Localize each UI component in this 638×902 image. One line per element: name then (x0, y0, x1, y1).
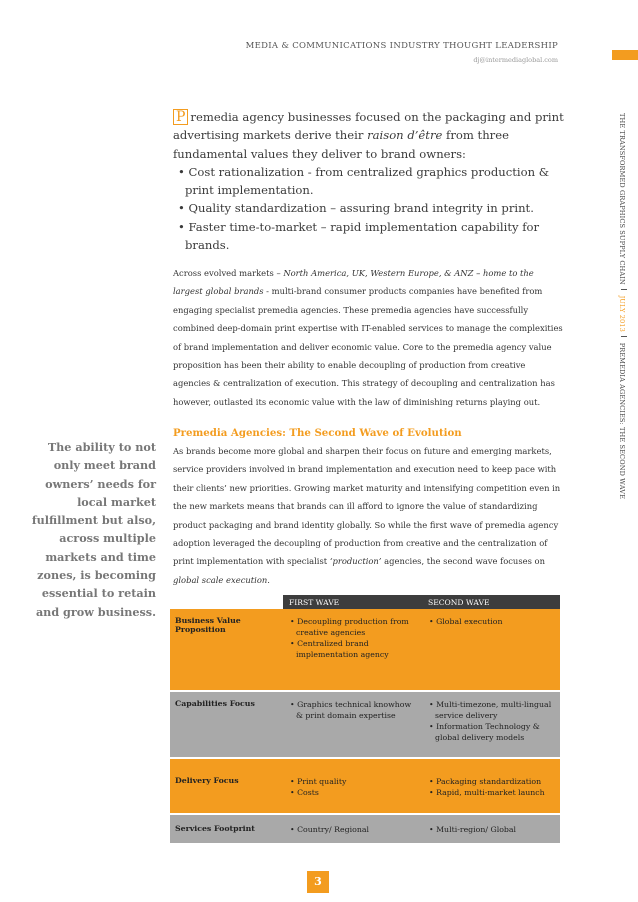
cell-bullet: • Costs (288, 787, 418, 798)
row-label: Delivery Focus (170, 758, 283, 814)
lead-text: remedia agency businesses focused on the packaging and print advertising markets derive their (173, 110, 564, 143)
cell-bullet: • Global execution (427, 616, 556, 627)
table-row (170, 814, 560, 844)
bullet-item: • Faster time-to-market – rapid implementation capability for brands. (173, 218, 573, 255)
row-label: Business Value Proposition (170, 609, 283, 691)
cell-bullet: • Graphics technical knowhow & print domain expertise (288, 699, 418, 721)
accent-tab (612, 50, 638, 60)
body-paragraph-1 (173, 264, 563, 411)
cell-bullet: • Rapid, multi-market launch (427, 787, 556, 798)
body-italic: ‘production’ (329, 556, 382, 567)
table-header-row (170, 595, 560, 609)
first-wave-cell (283, 814, 422, 844)
cell-bullet: • Centralized brand implementation agency (288, 638, 418, 660)
side-banner-date: JULY 2013 (618, 295, 626, 332)
table-header-first-wave: FIRST WAVE (283, 595, 422, 609)
table-row (170, 691, 560, 758)
side-banner-title: THE TRANSFORMED GRAPHICS SUPPLY CHAIN (618, 113, 626, 285)
side-banner-subtitle: PREMEDIA AGENCIES: THE SECOND WAVE (618, 342, 626, 500)
cell-bullet: • Information Technology & global delivery models (427, 721, 556, 743)
table-row (170, 609, 560, 691)
lead-italic: raison d’être (367, 128, 443, 143)
pull-quote: The ability to not only meet brand owners’ needs for local market fulfillment but also, across multiple markets and time zones, is becoming essential to retain and grow business. (31, 440, 156, 619)
cell-bullet: • Packaging standardization (427, 776, 556, 787)
second-wave-cell (422, 758, 560, 814)
table-header-second-wave: SECOND WAVE (422, 595, 560, 609)
first-wave-cell (283, 609, 422, 691)
cell-bullet: • Country/ Regional (288, 824, 418, 835)
table-row (170, 758, 560, 814)
row-label: Capabilities Focus (170, 691, 283, 758)
cell-bullet: • Multi-timezone, multi-lingual service delivery (427, 699, 556, 721)
value-bullets (173, 163, 573, 254)
table-header-blank (170, 595, 283, 609)
cell-bullet: • Decoupling production from creative agencies (288, 616, 418, 638)
lead-paragraph (173, 108, 573, 254)
second-wave-cell (422, 691, 560, 758)
bullet-item: • Quality standardization – assuring brand integrity in print. (173, 199, 573, 217)
header-email: dj@intermediaglobal.com (473, 56, 558, 64)
first-wave-cell (283, 691, 422, 758)
cell-bullet: • Multi-region/ Global (427, 824, 556, 835)
wave-comparison-table (170, 595, 560, 845)
body-text: As brands become more global and sharpen their focus on future and emerging markets, service providers involved in brand implementation and execution need to keep pace with their clients’ new priorities. Growing market maturity and intensifying competition even in the new markets means that brands can ill afford to ignore the value of standardizing product packaging and brand identity globally. So while the first wave of premedia agency adoption leveraged the decoupling of production from creative and the centralization of print implementation with specialist (173, 446, 561, 567)
bullet-item: • Cost rationalization - from centralized graphics production & print implementation. (173, 163, 573, 200)
body-italic: global scale execution. (173, 574, 270, 585)
side-banner (618, 113, 626, 499)
body-paragraph-2 (173, 442, 563, 589)
row-label: Services Footprint (170, 814, 283, 844)
body-text: - multi-brand consumer products companies have benefited from engaging specialist premedia agencies. These premedia agencies have successfully combined deep-domain print expertise with IT-enabled services to manage the complexities of brand implementation and deliver economic value. Core to the premedia agency value proposition has been their ability to enable decoupling of production from creative agencies & centralization of execution. This strategy of decoupling and centralization has however, outlasted its economic value with the law of diminishing returns playing out. (173, 286, 563, 407)
body-text: agencies, the second wave focuses on (381, 556, 545, 567)
cell-bullet: • Print quality (288, 776, 418, 787)
body-text: Across evolved markets – (173, 268, 284, 278)
dropcap: P (173, 109, 188, 125)
second-wave-cell (422, 609, 560, 691)
lead-text-end: from three fundamental values they deliver to brand owners: (173, 128, 509, 161)
header-title: MEDIA & COMMUNICATIONS INDUSTRY THOUGHT LEADERSHIP (245, 41, 558, 51)
page-number: 3 (307, 871, 329, 893)
section-heading: Premedia Agencies: The Second Wave of Evolution (173, 427, 462, 439)
body-italic: North America, UK, Western Europe, & ANZ – home to the largest global brands (173, 268, 534, 297)
second-wave-cell (422, 814, 560, 844)
first-wave-cell (283, 758, 422, 814)
